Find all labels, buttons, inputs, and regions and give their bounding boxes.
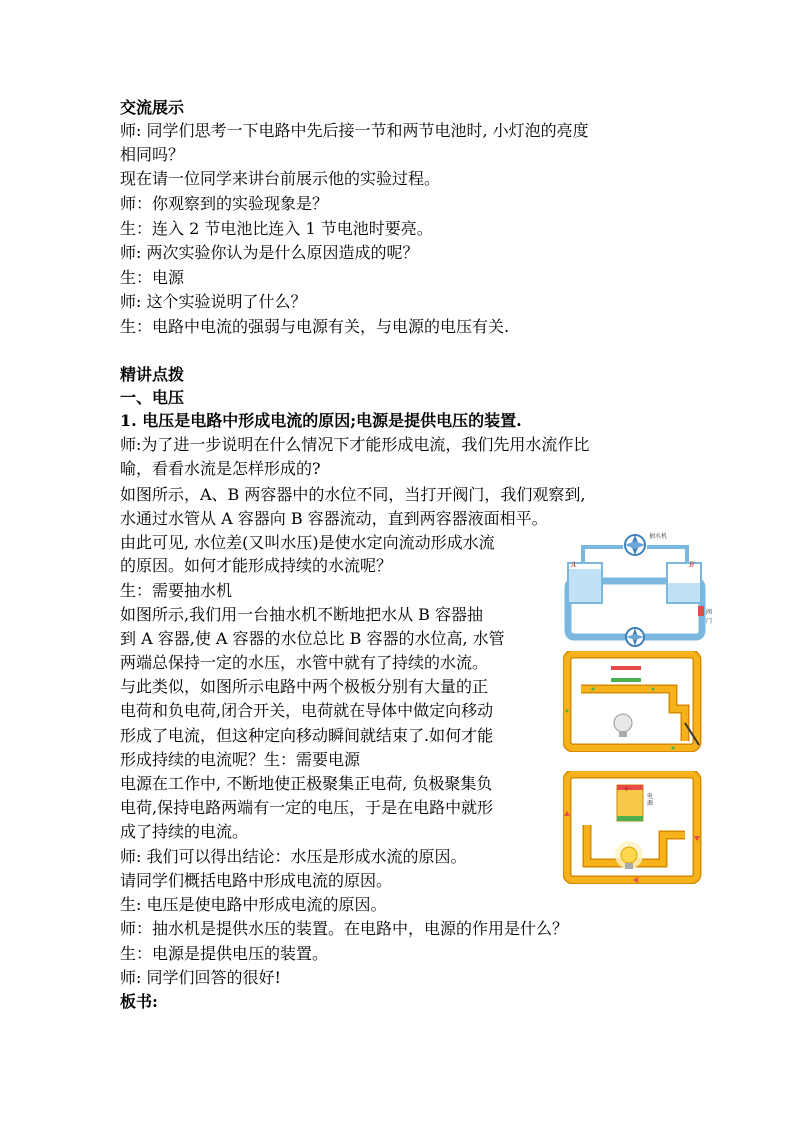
text-line: 水通过水管从 A 容器向 B 容器流动，直到两容器液面相平。 bbox=[120, 509, 548, 528]
battery-circuit-figure bbox=[563, 771, 703, 884]
water-a bbox=[569, 569, 601, 602]
label-plus: + bbox=[623, 783, 630, 793]
text-line: 形成了电流，但这种定向移动瞬间就结束了.如何才能 bbox=[120, 726, 494, 745]
text-line: 师：你观察到的实验现象是？ bbox=[120, 194, 329, 213]
text-line: 喻，看看水流是怎样形成的? bbox=[120, 459, 321, 478]
text-line: 到 A 容器,使 A 容器的水位总比 B 容器的水位高, 水管 bbox=[120, 629, 505, 648]
text-line: 电荷和负电荷,闭合开关，电荷就在导体中做定向移动 bbox=[120, 701, 494, 720]
positive-plate bbox=[611, 666, 641, 670]
label-a: A bbox=[571, 561, 577, 569]
valve-icon bbox=[698, 606, 704, 616]
water-circuit-figure bbox=[563, 531, 713, 649]
text-line: 成了持续的电流。 bbox=[120, 822, 249, 841]
text-line: 由此可见, 水位差(又叫水压)是使水定向流动形成水流 bbox=[120, 533, 495, 552]
sub-heading-voltage: 一、电压 bbox=[120, 388, 185, 407]
text-line: 生：连入 2 节电池比连入 1 节电池时要亮。 bbox=[120, 219, 433, 238]
text-line: 生：电源 bbox=[120, 268, 185, 287]
label-valve: 阀门 bbox=[706, 609, 713, 625]
text-line: 如图所示，A、B 两容器中的水位不同，当打开阀门，我们观察到, bbox=[120, 485, 586, 504]
text-line: 师: 我们可以得出结论：水压是形成水流的原因。 bbox=[120, 847, 467, 866]
text-line: 师: 同学们思考一下电路中先后接一节和两节电池时, 小灯泡的亮度 bbox=[120, 121, 589, 140]
text-line: 师:为了进一步说明在什么情况下才能形成电流，我们先用水流作比 bbox=[120, 435, 590, 454]
text-line: 师: 同学们回答的很好! bbox=[120, 968, 281, 987]
text-line: 电源在工作中, 不断地使正极聚集正电荷, 负极聚集负 bbox=[120, 774, 493, 793]
text-line: 与此类似，如图所示电路中两个极板分别有大量的正 bbox=[120, 677, 489, 696]
label-b: B bbox=[689, 561, 695, 569]
plate-circuit-figure bbox=[563, 651, 703, 752]
text-line: 师: 两次实验你认为是什么原因造成的呢？ bbox=[120, 243, 419, 262]
text-line: 生：电路中电流的强弱与电源有关，与电源的电压有关. bbox=[120, 317, 510, 336]
text-line: 相同吗？ bbox=[120, 145, 185, 164]
board-label: 板书: bbox=[120, 992, 158, 1011]
bulb-icon bbox=[614, 714, 632, 732]
key-point: 1. 电压是电路中形成电流的原因;电源是提供电压的装置. bbox=[120, 411, 522, 430]
text-line: 形成持续的电流呢？生：需要电源 bbox=[120, 750, 361, 769]
text-line: 生: 电压是使电路中形成电流的原因。 bbox=[120, 895, 387, 914]
text-line: 生：需要抽水机 bbox=[120, 581, 233, 600]
section-heading-explain: 精讲点拨 bbox=[120, 365, 185, 384]
negative-plate bbox=[611, 678, 641, 682]
battery-icon bbox=[617, 785, 643, 821]
text-line: 两端总保持一定的水压，水管中就有了持续的水流。 bbox=[120, 653, 489, 672]
text-line: 请同学们概括电路中形成电流的原因。 bbox=[120, 871, 393, 890]
text-line: 的原因。如何才能形成持续的水流呢？ bbox=[120, 556, 393, 575]
label-power: 电源 bbox=[647, 793, 654, 807]
label-pump: 抽水机 bbox=[649, 533, 668, 540]
text-line: 现在请一位同学来讲台前展示他的实验过程。 bbox=[120, 169, 441, 188]
text-line: 师：抽水机是提供水压的装置。在电路中，电源的作用是什么？ bbox=[120, 919, 569, 938]
section-heading-exchange: 交流展示 bbox=[120, 98, 185, 117]
text-line: 如图所示,我们用一台抽水机不断地把水从 B 容器抽 bbox=[120, 605, 484, 624]
text-line: 电荷,保持电路两端有一定的电压，于是在电路中就形 bbox=[120, 798, 494, 817]
water-b bbox=[668, 583, 700, 602]
text-line: 师: 这个实验说明了什么？ bbox=[120, 292, 307, 311]
bulb-icon bbox=[621, 847, 637, 863]
text-line: 生：电源是提供电压的装置。 bbox=[120, 944, 329, 963]
